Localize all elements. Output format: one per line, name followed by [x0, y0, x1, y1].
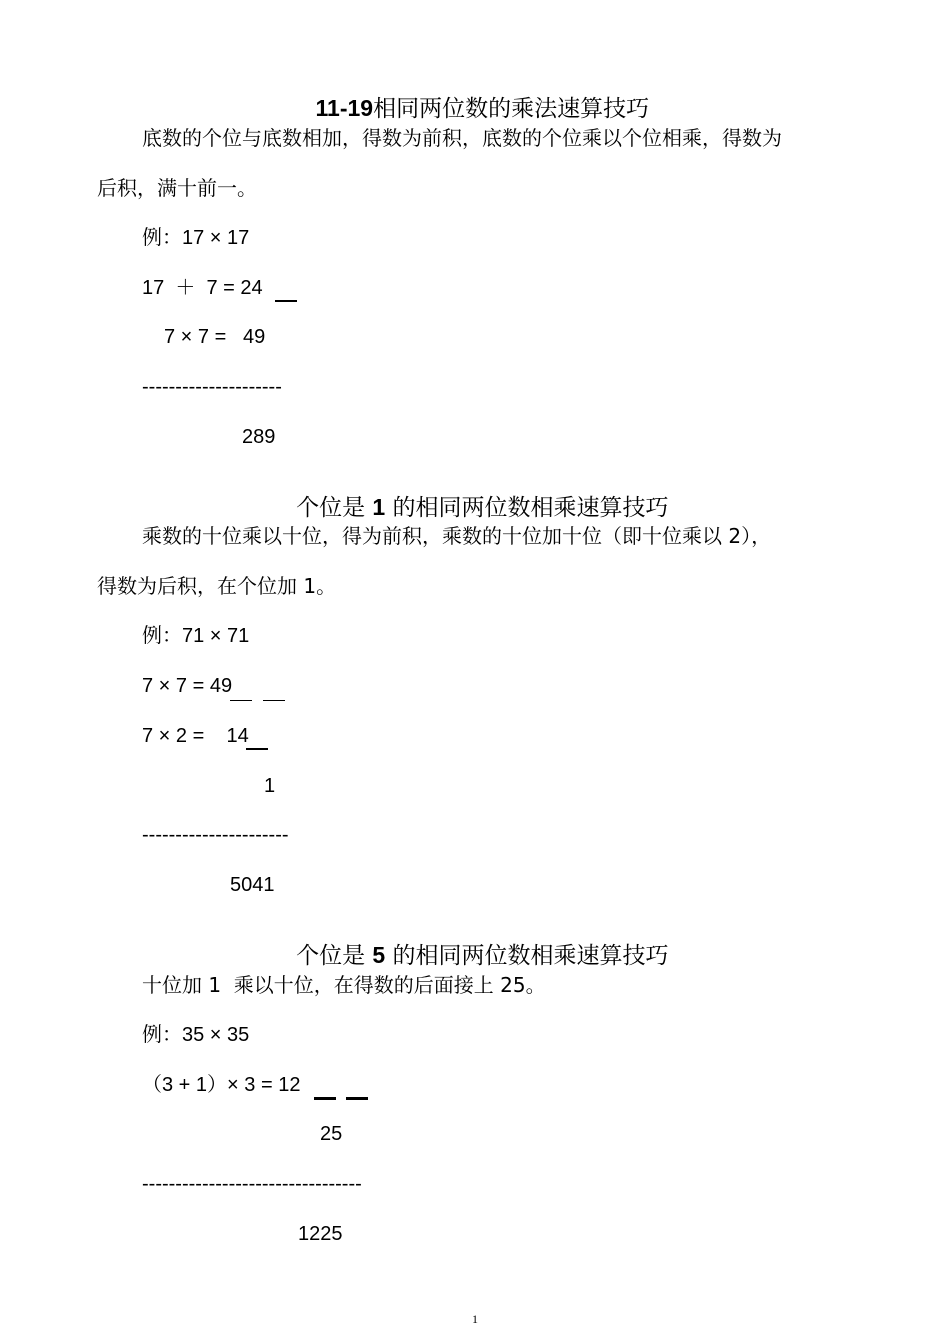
section3-title-text: 的相同两位数相乘速算技巧 [392, 943, 669, 969]
section3-blank-underline-2 [346, 1097, 368, 1100]
section3-divider: --------------------------------- [142, 1173, 362, 1195]
section3-result: 1225 [298, 1223, 343, 1245]
section3-example: 例：35 × 35 [142, 1024, 250, 1046]
section1-title [0, 74, 950, 121]
section1-desc-line1: 底数的个位与底数相加，得数为前积，底数的个位乘以个位相乘，得数为 [142, 126, 782, 150]
section2-title-number: 1 [372, 494, 386, 520]
section3-step2: 25 [320, 1123, 343, 1145]
section2-title-text: 的相同两位数相乘速算技巧 [392, 495, 669, 521]
section3-desc-line1: 十位加 1 乘以十位，在得数的后面接上 25。 [142, 973, 546, 997]
section3-title [0, 921, 950, 968]
section1-title-text: 相同两位数的乘法速算技巧 [373, 96, 650, 122]
section3-blank-underline-1 [314, 1097, 336, 1100]
section1-step1: 17 ＋ 7 = 24 [142, 277, 263, 299]
section1-blank-underline [275, 300, 297, 302]
section2-desc-line2: 得数为后积，在个位加 1。 [97, 574, 337, 598]
section2-blank-underline-3 [246, 748, 268, 750]
section2-step3: 1 [264, 775, 276, 797]
section2-example: 例：71 × 71 [142, 625, 250, 647]
section1-step2: 7 × 7 = 49 [164, 326, 266, 348]
section1-result: 289 [242, 426, 276, 448]
section1-divider: --------------------- [142, 376, 282, 398]
page-number: 1 [472, 1312, 478, 1326]
section3-title-prefix: 个位是 [296, 943, 366, 969]
section1-example: 例：17 × 17 [142, 227, 250, 249]
section2-step2: 7 × 2 = 14 [142, 725, 249, 747]
section3-title-number: 5 [372, 942, 386, 968]
section2-blank-underline-1 [230, 700, 252, 701]
section3-step1: （3 + 1）× 3 = 12 [142, 1074, 301, 1096]
section2-blank-underline-2 [263, 700, 285, 701]
section2-divider: ---------------------- [142, 824, 289, 846]
section2-result: 5041 [230, 874, 275, 896]
section2-desc-line1: 乘数的十位乘以十位，得为前积，乘数的十位加十位（即十位乘以 2）， [142, 524, 772, 548]
section1-desc-line2: 后积，满十前一。 [97, 176, 257, 200]
section1-title-number: 11-19 [315, 95, 374, 121]
section2-title-prefix: 个位是 [296, 495, 366, 521]
section2-title [0, 473, 950, 520]
section2-step1: 7 × 7 = 49 [142, 675, 233, 697]
